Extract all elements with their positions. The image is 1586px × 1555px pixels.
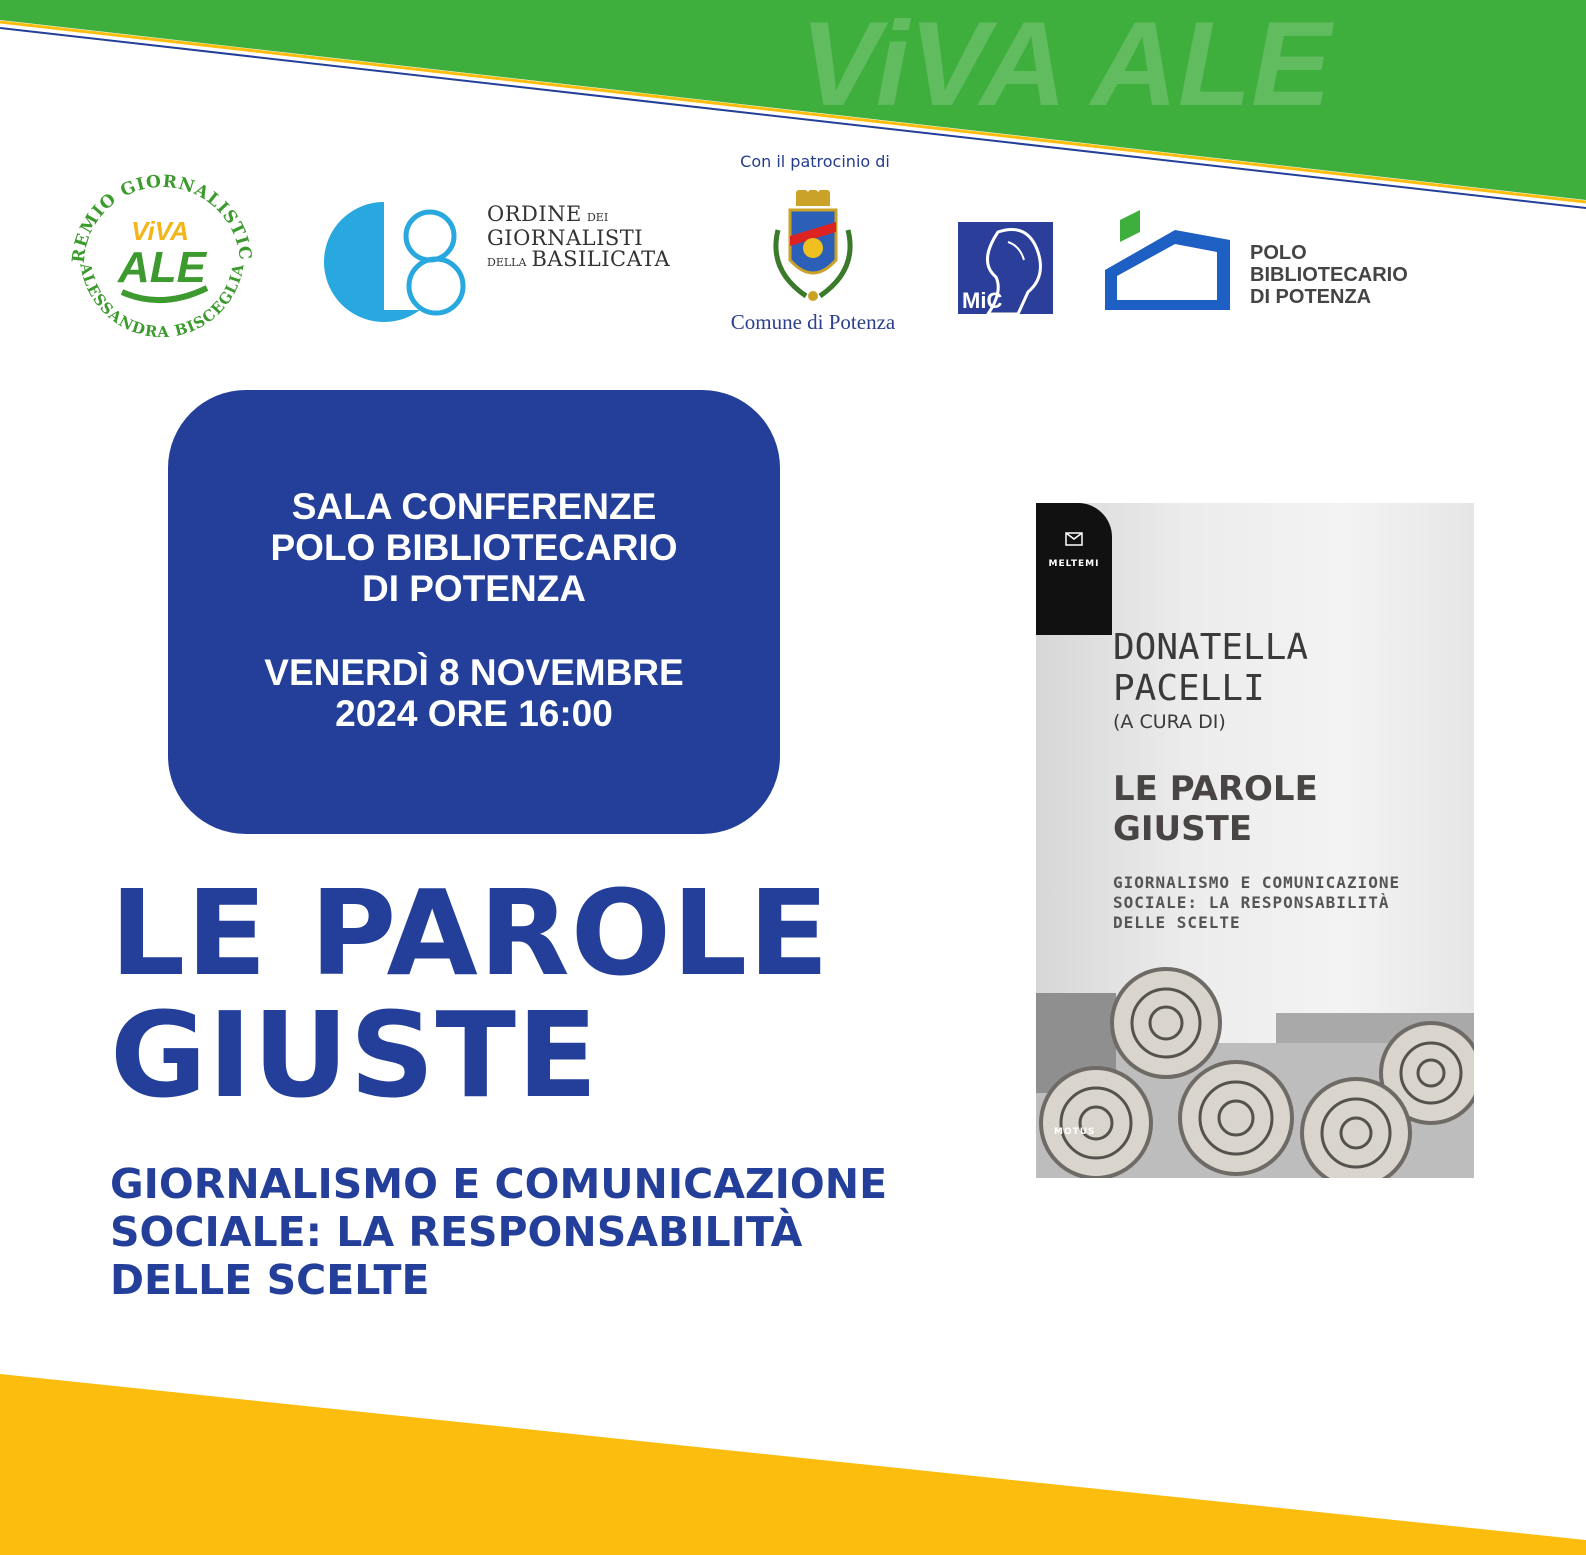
coat-of-arms-icon — [718, 190, 908, 310]
subtitle-line: DELLE SCELTE — [110, 1256, 430, 1304]
book-title-line: GIUSTE — [1113, 809, 1253, 849]
book-editor-note: (A CURA DI) — [1113, 711, 1226, 733]
premio-giornalistico-logo — [62, 160, 262, 360]
polo-house-icon — [1105, 210, 1245, 320]
book-cover — [1036, 503, 1474, 1178]
odg-ordine: ORDINE — [487, 202, 582, 226]
date-line: 2024 ORE 16:00 — [335, 693, 613, 734]
subtitle — [110, 1160, 887, 1304]
polo-line3: DI POTENZA — [1250, 286, 1372, 308]
premio-ale: ALE — [118, 243, 206, 292]
premio-top-text: REMIO GIORNALISTIC — [68, 171, 256, 264]
venue-text — [168, 486, 780, 609]
watermark-viva-ale: ViVA ALE — [800, 0, 1332, 131]
book-author — [1113, 627, 1308, 709]
title-line: LE PAROLE — [110, 864, 830, 1002]
series-name: MOTUS — [1054, 1127, 1096, 1137]
premio-viva: ViVA — [131, 216, 189, 246]
publisher-name: MELTEMI — [1048, 559, 1100, 569]
newspapers-image — [1036, 953, 1474, 1178]
patronage-label: Con il patrocinio di — [740, 152, 890, 171]
book-subtitle-line: SOCIALE: LA RESPONSABILITÀ — [1113, 893, 1390, 912]
venue-line: SALA CONFERENZE — [291, 486, 657, 527]
polo-line2: BIBLIOTECARIO — [1250, 264, 1408, 286]
venue-line: DI POTENZA — [361, 568, 587, 609]
mic-logo — [958, 222, 1053, 314]
odg-giornalisti: GIORNALISTI — [487, 226, 644, 250]
polo-bibliotecario-logo — [1105, 210, 1435, 320]
book-title — [1113, 769, 1318, 849]
book-subtitle-line: DELLE SCELTE — [1113, 913, 1241, 932]
main-title — [110, 864, 830, 1124]
ordine-giornalisti-logo — [312, 198, 672, 328]
odg-dei: DEI — [586, 211, 609, 224]
publisher-tab — [1036, 503, 1112, 635]
subtitle-line: GIORNALISMO E COMUNICAZIONE — [110, 1160, 888, 1208]
comune-label: Comune di Potenza — [730, 310, 896, 334]
polo-line1: POLO — [1250, 242, 1307, 264]
author-line: PACELLI — [1113, 668, 1265, 709]
event-datetime — [168, 652, 780, 734]
premio-bottom-text: ALESSANDRA BISCEGLIA — [76, 261, 248, 342]
odg-della: DELLA — [487, 256, 527, 269]
book-subtitle — [1113, 873, 1400, 933]
book-title-line: LE PAROLE — [1113, 769, 1318, 809]
publisher-logo-icon — [1064, 529, 1084, 549]
event-info-box — [168, 390, 780, 834]
date-line: VENERDÌ 8 NOVEMBRE — [264, 652, 684, 693]
odg-basilicata: BASILICATA — [531, 247, 671, 271]
author-line: DONATELLA — [1113, 627, 1309, 668]
title-line: GIUSTE — [110, 986, 599, 1124]
book-subtitle-line: GIORNALISMO E COMUNICAZIONE — [1113, 873, 1401, 892]
subtitle-line: SOCIALE: LA RESPONSABILITÀ — [110, 1208, 803, 1256]
venue-line: POLO BIBLIOTECARIO — [270, 527, 678, 568]
mic-label: MiC — [962, 288, 1003, 313]
bottom-yellow-band — [0, 1360, 1586, 1555]
comune-potenza-logo — [718, 190, 908, 340]
